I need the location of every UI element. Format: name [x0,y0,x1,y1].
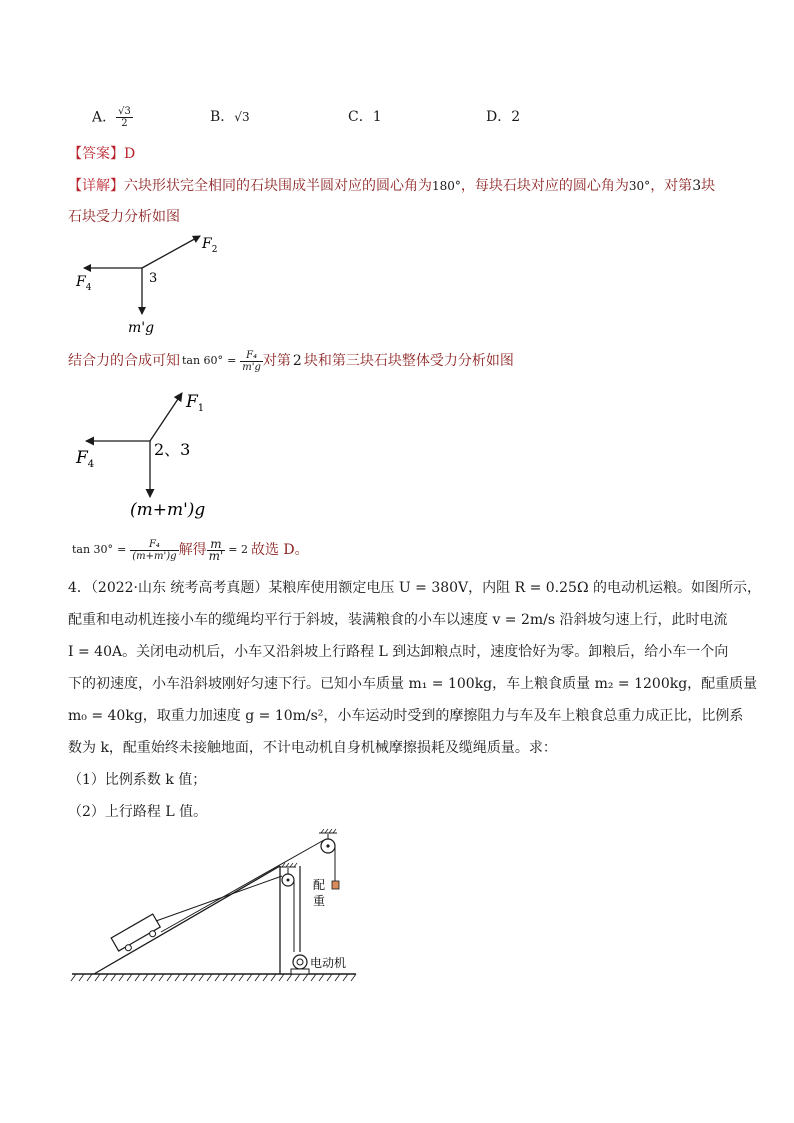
synthesis-numerator: F₄ [240,350,263,362]
f1-label: $F_1$ [186,392,205,414]
synthesis-suffix-b: 块和第三块石块整体受力分析如图 [303,353,514,369]
force-f2-arrow [142,236,200,268]
result-eq: = [117,543,127,556]
q4-line-1: 4．（2022·山东 统考高考真题）某粮库使用额定电压 U = 380V，内阻 R = 0.25Ω 的电动机运粮。如图所示， [68,580,761,596]
option-a [92,106,133,129]
answer-tag: 【答案】 [68,146,124,162]
result-numerator: F₄ [130,539,178,551]
detail-tag: 【详解】 [68,178,124,194]
option-b-value: √3 [234,110,250,124]
result-ratio [207,536,226,563]
synthesis-fraction [240,350,263,373]
result-ratio-eq: = 2 [228,543,248,556]
result-line [72,536,309,564]
counterweight-label-1: 配 [313,878,326,892]
synthesis-prefix: 结合力的合成可知 [68,353,180,369]
q4-sub-2: （2）上行路程 L 值。 [68,804,208,820]
option-a-numerator: √3 [118,106,131,117]
detail-angle-180: 180° [432,179,461,193]
result-ratio-numerator: m [207,539,226,551]
option-c: C．1 [348,109,382,125]
synthesis-eq: = [227,354,237,367]
q4-line-3: I = 40A。关闭电动机后，小车又沿斜坡上行路程 L 到达卸粮点时，速度恰好为零。卸粮后，给小车一个向 [68,644,729,660]
slope-surface [94,866,280,974]
incline-diagram [66,826,366,988]
option-a-label: A． [92,109,117,126]
detail-text-c: ，对第 [650,178,693,194]
counterweight-label-2: 重 [313,894,326,908]
counterweight-block [332,881,339,889]
option-b-label: B． [210,109,235,125]
q4-line-4: 下的初速度，小车沿斜坡刚好匀速下行。已知小车质量 m₁ = 100kg，车上粮食质量 m₂ = 1200kg，配重质量 [68,676,758,692]
detail-angle-30: 30° [628,179,651,193]
q4-sub-1: （1）比例系数 k 值； [68,772,207,788]
f4-label-2: $F_4$ [76,448,95,470]
option-b [210,107,250,127]
detail-block-number: 3 [692,178,702,194]
synthesis-suffix-a: 对第 [262,353,291,369]
result-solve-label: 解得 [178,542,207,558]
force-f1-arrow [150,393,182,441]
f2-label: $F_2$ [202,236,218,255]
motor-label: 电动机 [310,956,347,970]
f4-label: $F_4$ [76,274,92,293]
result-tail: 故选 D。 [250,542,309,558]
cable-to-lower-pulley [156,876,282,921]
result-tan: tan 30° [72,543,114,556]
detail-text-a: 六块形状完全相同的石块围成半圆对应的圆心角为 [124,178,432,194]
synthesis-block-number: 2 [292,353,302,369]
answer-value: D [124,146,136,162]
force-diagram-2 [70,383,250,523]
option-a-denominator: 2 [121,118,128,129]
synthesis-line [68,348,514,374]
force-diagram-1 [70,228,240,340]
answer-line [68,144,135,164]
q4-line-5: m₀ = 40kg，取重力加速度 g = 10m/s²，小车运动时受到的摩擦阻力与车及车上粮食总重力成正比，比例系 [68,708,744,724]
option-a-fraction [116,106,133,129]
q4-line-6: 数为 k，配重始终未接触地面，不计电动机自身机械摩擦损耗及缆绳质量。求： [68,740,557,756]
gravity-label-2: (m+m')g [130,500,206,520]
detail-line-1 [68,176,715,196]
detail-line-2: 石块受力分析如图 [68,209,180,225]
result-fraction [130,539,178,562]
synthesis-tan: tan 60° [182,354,224,367]
result-ratio-denominator: m' [208,548,224,563]
detail-text-d: 块 [701,178,716,194]
block-23-label: 2、3 [154,440,191,459]
block-3-label: 3 [149,271,158,286]
q4-line-2: 配重和电动机连接小车的缆绳均平行于斜坡，装满粮食的小车以速度 v = 2m/s 沿斜坡匀速上行，此时电流 [68,612,728,628]
option-d: D．2 [486,109,521,125]
ground-hatching [71,974,356,981]
synthesis-denominator: m'g [242,361,261,373]
gravity-label: m'g [128,320,155,336]
detail-text-b: ，每块石块对应的圆心角为 [460,178,629,194]
result-denominator: (m+m')g [132,550,177,562]
